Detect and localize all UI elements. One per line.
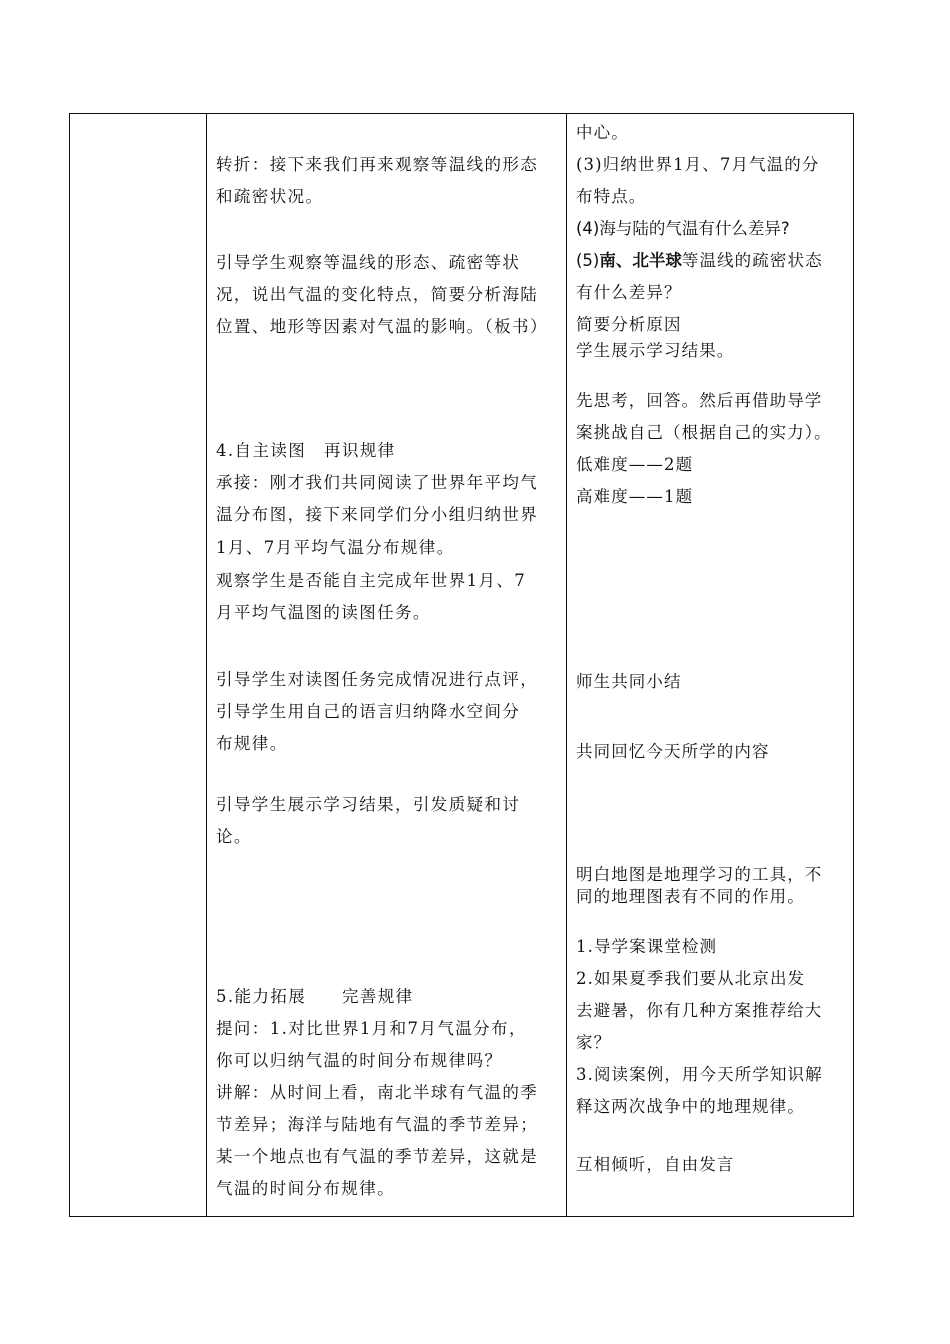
- teacher-text: 你可以归纳气温的时间分布规律吗？: [216, 1051, 503, 1070]
- teacher-text: 布规律。: [216, 734, 288, 753]
- teacher-text: 引导学生对读图任务完成情况进行点评，: [216, 670, 539, 689]
- teacher-text: 引导学生观察等温线的形态、疏密等状: [216, 253, 521, 272]
- teacher-text: 论。: [216, 827, 252, 846]
- student-text: (3)归纳世界1月、7月气温的分: [576, 155, 820, 174]
- student-text: 高难度——1题: [576, 487, 694, 506]
- student-text: 互相倾听，自由发言: [576, 1155, 735, 1174]
- student-text: 同的地理图表有不同的作用。: [576, 887, 805, 906]
- student-text: 释这两次战争中的地理规律。: [576, 1097, 805, 1116]
- question-text: 等温线的疏密状态: [681, 251, 823, 270]
- hemisphere-label: 南、北半球: [599, 251, 682, 270]
- student-text: 2.如果夏季我们要从北京出发: [576, 969, 806, 988]
- student-text: 布特点。: [576, 187, 647, 206]
- student-text: 1.导学案课堂检测: [576, 937, 718, 956]
- student-text: 有什么差异？: [576, 283, 682, 302]
- teacher-text: 位置、地形等因素对气温的影响。（板书）: [216, 317, 548, 336]
- student-text: 案挑战自己（根据自己的实力）。: [576, 423, 832, 442]
- teacher-text: 转折：接下来我们再来观察等温线的形态: [216, 155, 539, 174]
- student-text: 明白地图是地理学习的工具，不: [576, 865, 823, 884]
- section-heading: 5.能力拓展 完善规律: [216, 987, 414, 1006]
- column-divider-2: [566, 114, 567, 1216]
- teacher-text: 气温的时间分布规律。: [216, 1179, 395, 1198]
- teacher-text: 和疏密状况。: [216, 187, 324, 206]
- question-number: (5): [576, 251, 600, 270]
- student-text: 家？: [576, 1033, 612, 1052]
- teacher-text: 讲解：从时间上看，南北半球有气温的季: [216, 1083, 539, 1102]
- teacher-text: 月平均气温图的读图任务。: [216, 603, 431, 622]
- lesson-table: [69, 113, 854, 1217]
- teacher-text: 节差异；海洋与陆地有气温的季节差异；: [216, 1115, 539, 1134]
- teacher-text: 承接：刚才我们共同阅读了世界年平均气: [216, 473, 539, 492]
- student-text: 去避暑，你有几种方案推荐给大: [576, 1001, 823, 1020]
- teacher-text: 引导学生展示学习结果，引发质疑和讨: [216, 795, 521, 814]
- column-divider-1: [206, 114, 207, 1216]
- student-text: 共同回忆今天所学的内容: [576, 742, 770, 761]
- teacher-text: 某一个地点也有气温的季节差异，这就是: [216, 1147, 539, 1166]
- teacher-text: 1月、7月平均气温分布规律。: [216, 538, 455, 557]
- student-text: 中心。: [576, 123, 629, 142]
- student-text: 学生展示学习结果。: [576, 341, 735, 360]
- section-heading: 4.自主读图 再识规律: [216, 441, 396, 460]
- student-question: [576, 250, 823, 272]
- teacher-text: 况，说出气温的变化特点，简要分析海陆: [216, 285, 539, 304]
- teacher-text: 观察学生是否能自主完成年世界1月、7: [216, 571, 527, 590]
- student-text: 先思考，回答。然后再借助导学: [576, 391, 823, 410]
- student-text: 师生共同小结: [576, 672, 682, 691]
- student-text: 简要分析原因: [576, 315, 682, 334]
- student-question: (4)海与陆的气温有什么差异?: [576, 219, 790, 238]
- teacher-text: 温分布图，接下来同学们分小组归纳世界: [216, 505, 539, 524]
- teacher-text: 引导学生用自己的语言归纳降水空间分: [216, 702, 521, 721]
- student-text: 低难度——2题: [576, 455, 694, 474]
- student-text: 3.阅读案例，用今天所学知识解: [576, 1065, 823, 1084]
- teacher-text: 提问：1.对比世界1月和7月气温分布，: [216, 1019, 527, 1038]
